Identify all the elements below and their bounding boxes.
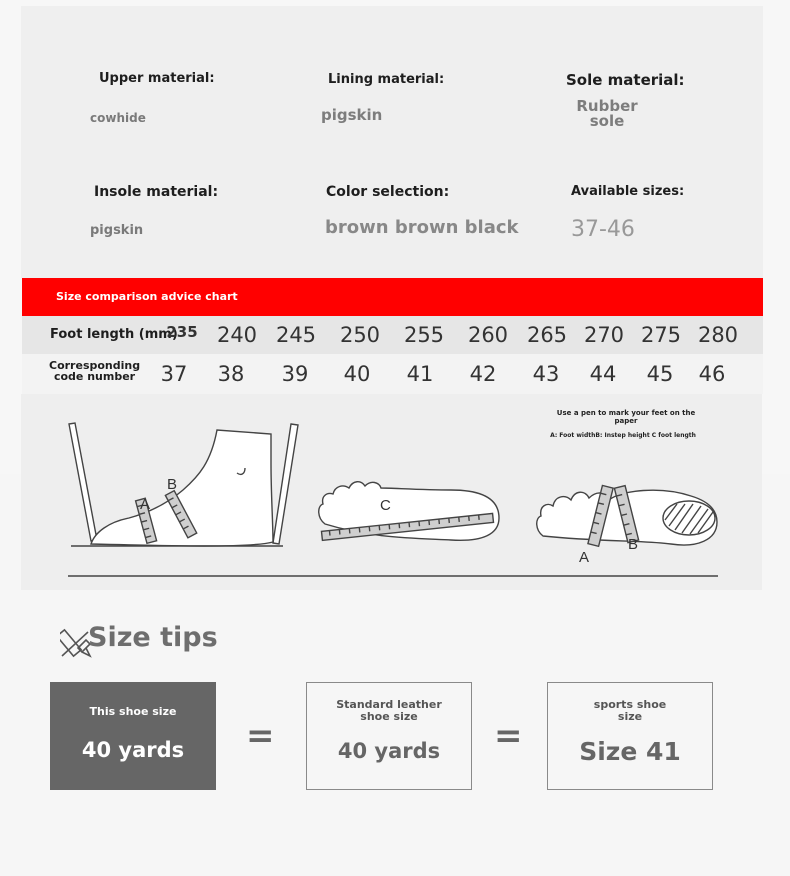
standard-leather-size-label [307,699,471,723]
measure-instruction-line2: paper [614,417,638,425]
size-chart-title: Size comparison advice chart [56,290,238,303]
sports-shoe-size-box [547,682,713,790]
code-number-label [49,360,140,382]
side-foot-drawing [69,423,298,546]
equals-sign-1: = [246,716,275,756]
upper-material-value: cowhide [90,111,146,125]
sole-value-line2: sole [589,112,625,130]
label-c-sole: C [380,497,391,514]
foot-length-245: 245 [275,323,317,347]
code-44: 44 [589,362,617,386]
color-selection-value: brown brown black [325,217,519,238]
measure-legend: A: Foot widthB: Instep height C foot length [550,432,696,439]
size-tips-title: Size tips [88,622,218,653]
foot-length-255: 255 [403,323,445,347]
code-37: 37 [160,362,188,386]
foot-length-265: 265 [526,323,568,347]
sports-shoe-size-label [548,699,712,723]
standard-leather-size-box [306,682,472,790]
sole-length-drawing [319,482,499,541]
sports-shoe-label-line1: sports shoe [593,698,667,711]
foot-length-275: 275 [640,323,682,347]
code-45: 45 [646,362,674,386]
insole-material-value: pigskin [90,223,144,238]
sole-material-label: Sole material: [566,71,685,89]
this-shoe-size-label: This shoe size [89,705,177,718]
label-b-side: B [167,476,178,493]
foot-length-260: 260 [467,323,509,347]
code-label-line2: code number [53,370,136,383]
code-43: 43 [532,362,560,386]
lining-material-label: Lining material: [328,72,445,87]
code-label-line1: Corresponding [49,359,141,372]
foot-length-row [22,316,763,354]
standard-leather-label-line2: shoe size [360,710,418,723]
lining-material-value: pigskin [321,106,383,124]
code-38: 38 [217,362,245,386]
size-chart-banner [22,278,763,316]
this-shoe-size-value: 40 yards [81,738,185,762]
sports-shoe-size-value: Size 41 [579,737,681,766]
standard-leather-label-line1: Standard leather [336,698,442,711]
code-number-row [22,354,763,394]
measure-instruction [556,409,696,425]
foot-length-270: 270 [583,323,625,347]
foot-length-label: Foot length (mm) [50,327,178,342]
sole-value-line1: Rubber [576,97,638,115]
available-sizes-value: 37-46 [571,217,635,242]
code-42: 42 [469,362,497,386]
standard-leather-size-value: 40 yards [337,739,441,763]
equals-sign-2: = [494,716,523,756]
foot-length-240: 240 [216,323,258,347]
foot-length-250: 250 [339,323,381,347]
sole-material-value [576,99,637,129]
code-46: 46 [698,362,726,386]
insole-material-label: Insole material: [94,184,219,200]
measure-instruction-line1: Use a pen to mark your feet on the [556,409,696,417]
this-shoe-size-box [50,682,216,790]
label-a-sole: A [579,549,590,566]
label-a-side: A [140,496,151,513]
upper-material-label: Upper material: [99,71,215,86]
sole-width-drawing [537,485,717,546]
code-40: 40 [343,362,371,386]
available-sizes-label: Available sizes: [571,184,685,199]
sports-shoe-label-line2: size [617,710,643,723]
foot-length-280: 280 [697,323,739,347]
code-39: 39 [281,362,309,386]
foot-length-235: 235 [166,323,198,341]
color-selection-label: Color selection: [326,184,450,200]
label-b-sole: B [628,536,639,553]
code-41: 41 [406,362,434,386]
